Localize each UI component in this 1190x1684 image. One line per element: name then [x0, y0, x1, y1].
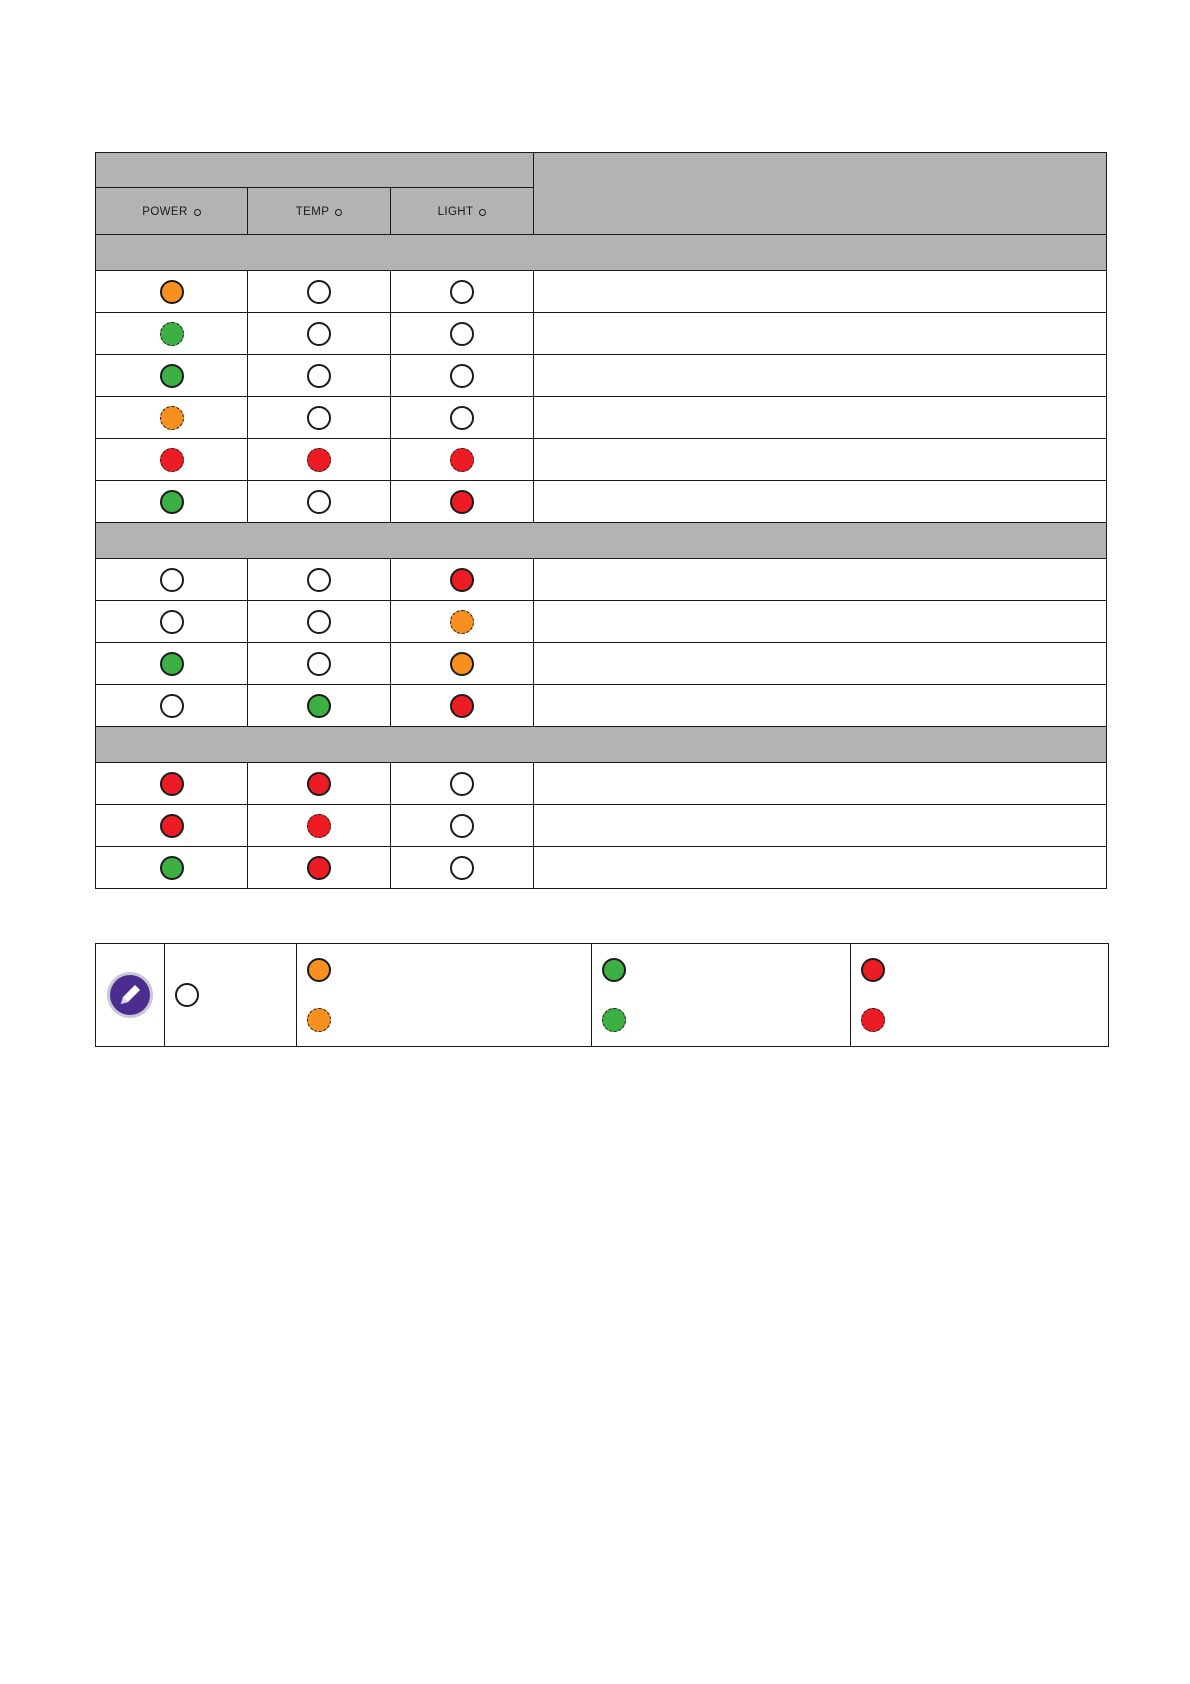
- red-flashing-led-icon: [450, 448, 474, 472]
- off-steady-led-icon: [450, 856, 474, 880]
- light-indicator-cell: [391, 355, 534, 397]
- legend-note-box: [95, 943, 1109, 1047]
- status-description-cell: [534, 439, 1107, 481]
- pencil-note-icon: [106, 971, 154, 1019]
- off-steady-led-icon: [307, 364, 331, 388]
- off-steady-led-icon: [160, 694, 184, 718]
- table-row: [96, 559, 1107, 601]
- temp-indicator-cell: [248, 313, 391, 355]
- circle-outline-icon: [194, 209, 201, 216]
- red-flashing-led-icon: [307, 814, 331, 838]
- note-icon-cell: [96, 944, 165, 1047]
- light-label: LIGHT: [437, 206, 474, 218]
- temp-indicator-cell: [248, 685, 391, 727]
- power-indicator-cell: [96, 685, 248, 727]
- section-header: [96, 727, 1107, 763]
- light-indicator-cell: [391, 805, 534, 847]
- power-indicator-cell: [96, 355, 248, 397]
- legend-item: [307, 995, 591, 1045]
- green-flashing-led-icon: [602, 1008, 626, 1032]
- power-indicator-cell: [96, 271, 248, 313]
- section-header: [96, 523, 1107, 559]
- power-label: POWER: [142, 206, 188, 218]
- red-steady-led-icon: [450, 694, 474, 718]
- light-indicator-cell: [391, 439, 534, 481]
- temp-indicator-cell: [248, 439, 391, 481]
- light-indicator-cell: [391, 313, 534, 355]
- table-row: [96, 643, 1107, 685]
- section-header-row: [96, 727, 1107, 763]
- status-description-cell: [534, 313, 1107, 355]
- power-indicator-cell: [96, 481, 248, 523]
- temp-indicator-cell: [248, 763, 391, 805]
- off-steady-led-icon: [307, 406, 331, 430]
- red-steady-led-icon: [307, 772, 331, 796]
- off-steady-led-icon: [307, 568, 331, 592]
- temp-indicator-cell: [248, 643, 391, 685]
- light-indicator-cell: [391, 763, 534, 805]
- legend-item: [602, 995, 850, 1045]
- temp-indicator-cell: [248, 481, 391, 523]
- power-column-header: [96, 188, 248, 235]
- off-steady-led-icon: [450, 364, 474, 388]
- power-indicator-cell: [96, 601, 248, 643]
- red-flashing-led-icon: [861, 1008, 885, 1032]
- table-row: [96, 805, 1107, 847]
- green-steady-led-icon: [602, 958, 626, 982]
- temp-indicator-cell: [248, 271, 391, 313]
- table-row: [96, 763, 1107, 805]
- led-indicator-table: [95, 152, 1107, 889]
- table-row: [96, 601, 1107, 643]
- red-flashing-led-icon: [160, 448, 184, 472]
- green-steady-led-icon: [160, 856, 184, 880]
- status-header: [534, 153, 1107, 235]
- legend-item: [307, 945, 591, 995]
- light-indicator-cell: [391, 643, 534, 685]
- light-column-header: [391, 188, 534, 235]
- light-indicator-cell: [391, 847, 534, 889]
- off-steady-led-icon: [450, 772, 474, 796]
- power-indicator-cell: [96, 439, 248, 481]
- temp-indicator-cell: [248, 805, 391, 847]
- status-description-cell: [534, 601, 1107, 643]
- red-steady-led-icon: [160, 772, 184, 796]
- status-description-cell: [534, 805, 1107, 847]
- off-steady-led-icon: [160, 610, 184, 634]
- green-steady-led-icon: [160, 364, 184, 388]
- legend-item: [861, 945, 1108, 995]
- status-description-cell: [534, 481, 1107, 523]
- legend-green-cell: [592, 944, 851, 1047]
- temp-indicator-cell: [248, 355, 391, 397]
- light-indicator-cell: [391, 271, 534, 313]
- legend-orange-cell: [297, 944, 592, 1047]
- light-indicator-cell: [391, 397, 534, 439]
- table-row: [96, 397, 1107, 439]
- orange-flashing-led-icon: [450, 610, 474, 634]
- status-description-cell: [534, 559, 1107, 601]
- temp-indicator-cell: [248, 397, 391, 439]
- red-steady-led-icon: [450, 568, 474, 592]
- temp-indicator-cell: [248, 601, 391, 643]
- orange-steady-led-icon: [160, 280, 184, 304]
- green-steady-led-icon: [307, 694, 331, 718]
- legend-item: [602, 945, 850, 995]
- section-header-row: [96, 523, 1107, 559]
- indicator-group-header: [96, 153, 534, 188]
- off-steady-led-icon: [450, 322, 474, 346]
- status-description-cell: [534, 847, 1107, 889]
- light-indicator-cell: [391, 481, 534, 523]
- off-steady-led-icon: [450, 280, 474, 304]
- status-description-cell: [534, 685, 1107, 727]
- status-description-cell: [534, 355, 1107, 397]
- temp-indicator-cell: [248, 847, 391, 889]
- light-indicator-cell: [391, 601, 534, 643]
- status-description-cell: [534, 643, 1107, 685]
- power-indicator-cell: [96, 559, 248, 601]
- table-row: [96, 439, 1107, 481]
- power-indicator-cell: [96, 805, 248, 847]
- status-description-cell: [534, 763, 1107, 805]
- red-steady-led-icon: [861, 958, 885, 982]
- green-steady-led-icon: [160, 490, 184, 514]
- power-indicator-cell: [96, 847, 248, 889]
- red-steady-led-icon: [160, 814, 184, 838]
- off-steady-led-icon: [160, 568, 184, 592]
- status-description-cell: [534, 271, 1107, 313]
- orange-steady-led-icon: [307, 958, 331, 982]
- power-indicator-cell: [96, 313, 248, 355]
- red-steady-led-icon: [307, 856, 331, 880]
- off-steady-led-icon: [450, 814, 474, 838]
- orange-steady-led-icon: [450, 652, 474, 676]
- off-steady-led-icon: [307, 280, 331, 304]
- temp-label: TEMP: [295, 206, 330, 218]
- green-flashing-led-icon: [160, 322, 184, 346]
- off-steady-led-icon: [450, 406, 474, 430]
- table-row: [96, 313, 1107, 355]
- legend-item: [861, 995, 1108, 1045]
- circle-outline-icon: [335, 209, 342, 216]
- circle-outline-icon: [479, 209, 486, 216]
- table-row: [96, 271, 1107, 313]
- temp-indicator-cell: [248, 559, 391, 601]
- table-row: [96, 355, 1107, 397]
- table-row: [96, 847, 1107, 889]
- power-indicator-cell: [96, 397, 248, 439]
- temp-column-header: [248, 188, 391, 235]
- light-indicator-cell: [391, 685, 534, 727]
- off-steady-led-icon: [307, 610, 331, 634]
- power-indicator-cell: [96, 643, 248, 685]
- light-indicator-cell: [391, 559, 534, 601]
- table-row: [96, 685, 1107, 727]
- section-header: [96, 235, 1107, 271]
- orange-flashing-led-icon: [307, 1008, 331, 1032]
- legend-red-cell: [851, 944, 1109, 1047]
- red-flashing-led-icon: [307, 448, 331, 472]
- off-steady-led-icon: [307, 652, 331, 676]
- section-header-row: [96, 235, 1107, 271]
- green-steady-led-icon: [160, 652, 184, 676]
- off-steady-led-icon: [307, 322, 331, 346]
- status-description-cell: [534, 397, 1107, 439]
- off-steady-led-icon: [307, 490, 331, 514]
- orange-flashing-led-icon: [160, 406, 184, 430]
- red-steady-led-icon: [450, 490, 474, 514]
- off-steady-led-icon: [175, 983, 199, 1007]
- legend-off-cell: [165, 944, 297, 1047]
- table-row: [96, 481, 1107, 523]
- legend-item: [175, 945, 296, 1045]
- power-indicator-cell: [96, 763, 248, 805]
